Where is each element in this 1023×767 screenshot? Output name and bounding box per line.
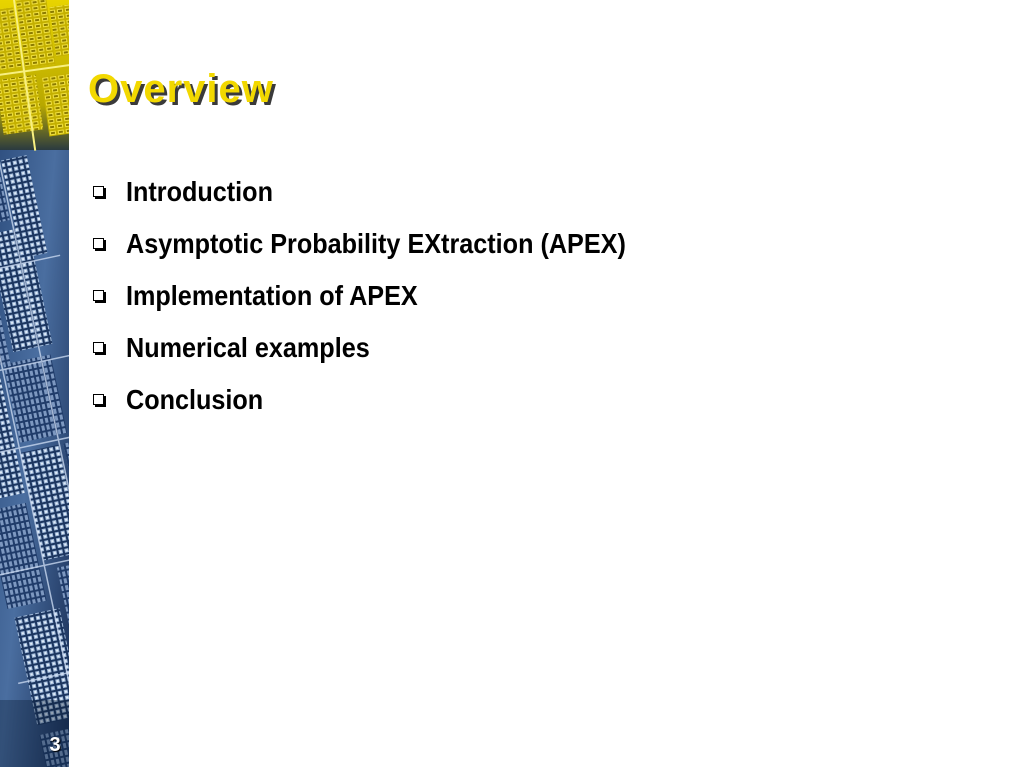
list-item bbox=[90, 166, 681, 218]
bullet-label: Implementation of APEX bbox=[126, 280, 418, 311]
slide-title: Overview bbox=[88, 67, 274, 111]
bullet-label: Numerical examples bbox=[126, 332, 370, 363]
list-item bbox=[90, 374, 681, 426]
circuit-board-image bbox=[0, 0, 69, 767]
hollow-square-bullet-icon bbox=[93, 394, 104, 405]
list-item bbox=[90, 218, 681, 270]
hollow-square-bullet-icon bbox=[93, 290, 104, 301]
bullet-label: Introduction bbox=[126, 176, 273, 207]
hollow-square-bullet-icon bbox=[93, 238, 104, 249]
list-item bbox=[90, 322, 681, 374]
hollow-square-bullet-icon bbox=[93, 342, 104, 353]
bullet-label: Conclusion bbox=[126, 384, 264, 415]
bullet-label: Asymptotic Probability EXtraction (APEX) bbox=[126, 228, 626, 259]
slide-number: 3 bbox=[49, 734, 61, 756]
decorative-sidebar bbox=[0, 0, 69, 767]
bullet-list bbox=[90, 166, 681, 426]
list-item bbox=[90, 270, 681, 322]
hollow-square-bullet-icon bbox=[93, 186, 104, 197]
